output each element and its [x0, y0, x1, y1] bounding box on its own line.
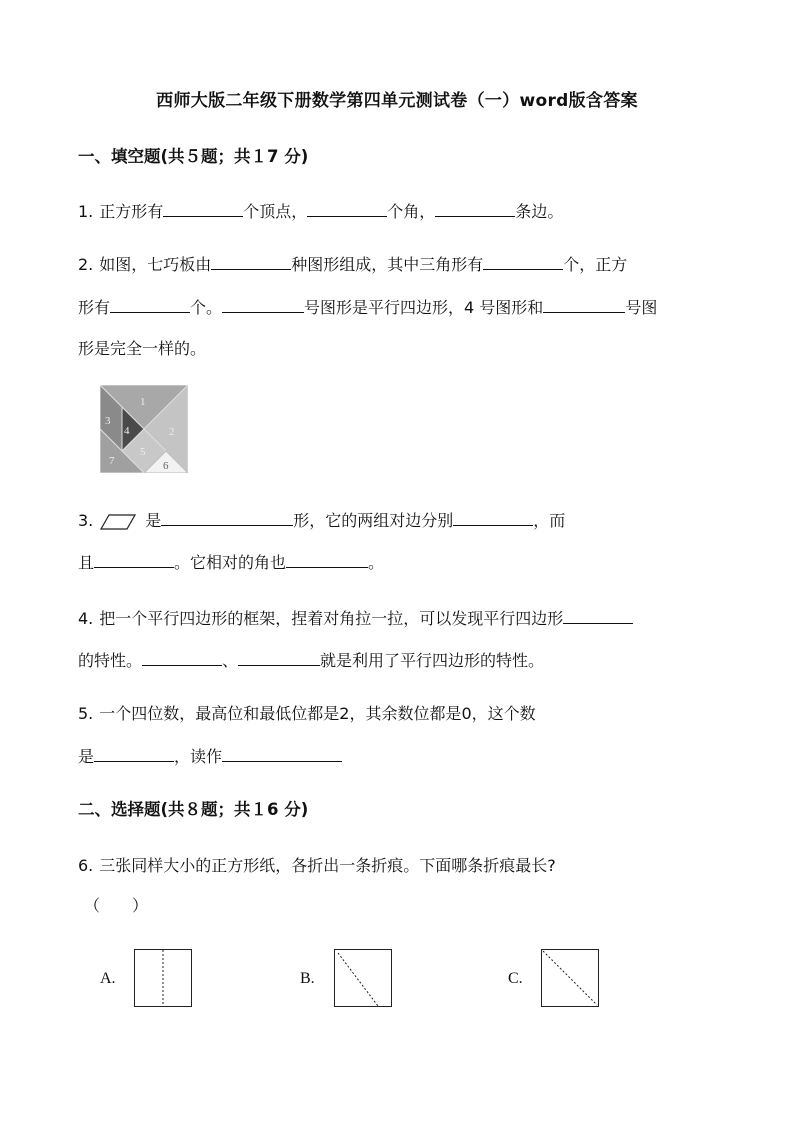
question-text: 。 [368, 553, 385, 572]
option-a-square-figure[interactable] [134, 949, 192, 1007]
tangram-label-5: 5 [140, 446, 146, 458]
answer-blank[interactable] [211, 251, 291, 270]
question-number: 4. [78, 609, 94, 628]
question-text: 号图形是平行四边形，4 号图形和 [304, 298, 544, 317]
tangram-label-7: 7 [109, 455, 115, 467]
answer-blank[interactable] [238, 647, 320, 666]
question-number: 3. [78, 511, 94, 530]
question-text: 形有 [78, 298, 111, 317]
option-b-square-figure[interactable] [334, 949, 392, 1007]
square-outline [335, 950, 392, 1007]
slanted-crease [338, 953, 378, 1006]
question-text: 条边。 [515, 202, 564, 221]
tangram-label-4: 4 [124, 425, 130, 437]
question-number: 5. [78, 704, 94, 723]
tangram-figure [100, 385, 188, 473]
question-text: ，而 [533, 511, 566, 530]
question-3-line-1 [78, 507, 565, 532]
answer-blank[interactable] [563, 605, 633, 624]
question-text: 号图 [625, 298, 658, 317]
tangram-label-6: 6 [163, 460, 169, 472]
question-text: 种图形组成，其中三角形有 [291, 255, 484, 274]
answer-blank[interactable] [453, 507, 533, 526]
question-2-line-3: 形是完全一样的。 [78, 339, 207, 358]
answer-blank[interactable] [435, 198, 515, 217]
question-4-line-2 [78, 647, 544, 671]
section-heading-multiple-choice: 二、选择题(共８题；共１6 分) [78, 800, 309, 819]
option-a-label[interactable]: A. [100, 970, 116, 987]
question-text: 个。 [190, 298, 223, 317]
question-text: 正方形有 [99, 202, 164, 221]
question-text: 且 [78, 553, 95, 572]
tangram-label-3: 3 [105, 415, 111, 427]
answer-blank[interactable] [142, 647, 222, 666]
question-text: 个角， [387, 202, 436, 221]
question-number: 1. [78, 202, 94, 221]
answer-blank[interactable] [94, 549, 174, 568]
question-number: 6. [78, 856, 94, 875]
answer-blank[interactable] [94, 743, 174, 762]
question-text: 把一个平行四边形的框架，捏着对角拉一拉，可以发现平行四边形 [99, 609, 564, 628]
document-title: 西师大版二年级下册数学第四单元测试卷（一）word版含答案 [156, 91, 638, 111]
answer-blank[interactable] [286, 549, 368, 568]
question-text: 。它相对的角也 [174, 553, 287, 572]
question-6 [78, 853, 556, 876]
question-2-line-2 [78, 294, 657, 318]
option-b-label[interactable]: B. [300, 970, 315, 987]
question-3-line-2 [78, 549, 384, 573]
question-2-line-1 [78, 251, 627, 275]
answer-blank[interactable] [222, 743, 342, 762]
tangram-label-1: 1 [140, 396, 146, 408]
answer-blank[interactable] [483, 251, 563, 270]
question-text: 个顶点， [243, 202, 308, 221]
question-number: 2. [78, 255, 94, 274]
option-c-square-figure[interactable] [541, 949, 599, 1007]
answer-blank[interactable] [161, 507, 293, 526]
tangram-label-2: 2 [169, 426, 175, 438]
question-text: 、 [222, 651, 239, 670]
question-text: 如图，七巧板由 [99, 255, 212, 274]
answer-blank[interactable] [163, 198, 243, 217]
option-c-label[interactable]: C. [508, 970, 523, 987]
answer-blank[interactable] [110, 294, 190, 313]
question-text: 形，它的两组对边分别 [293, 511, 454, 530]
answer-parentheses[interactable]: （ ） [84, 896, 149, 915]
question-text: 三张同样大小的正方形纸，各折出一条折痕。下面哪条折痕最长? [99, 856, 556, 875]
question-text: ，读作 [174, 747, 223, 766]
question-text: 个，正方 [563, 255, 628, 274]
question-text: 就是利用了平行四边形的特性。 [320, 651, 545, 670]
answer-blank[interactable] [543, 294, 625, 313]
question-text: 一个四位数，最高位和最低位都是2，其余数位都是0，这个数 [99, 704, 536, 723]
question-5-line-1 [78, 701, 536, 724]
answer-blank[interactable] [307, 198, 387, 217]
question-4-line-1 [78, 605, 633, 629]
answer-blank[interactable] [222, 294, 304, 313]
parallelogram-icon [99, 512, 139, 532]
question-5-line-2 [78, 743, 342, 767]
question-text: 是 [78, 747, 95, 766]
diagonal-crease [543, 951, 597, 1005]
question-1 [78, 198, 563, 222]
section-heading-fill-in: 一、填空题(共５题；共１7 分) [78, 147, 309, 166]
question-text: 的特性。 [78, 651, 143, 670]
question-text: 是 [145, 511, 162, 530]
